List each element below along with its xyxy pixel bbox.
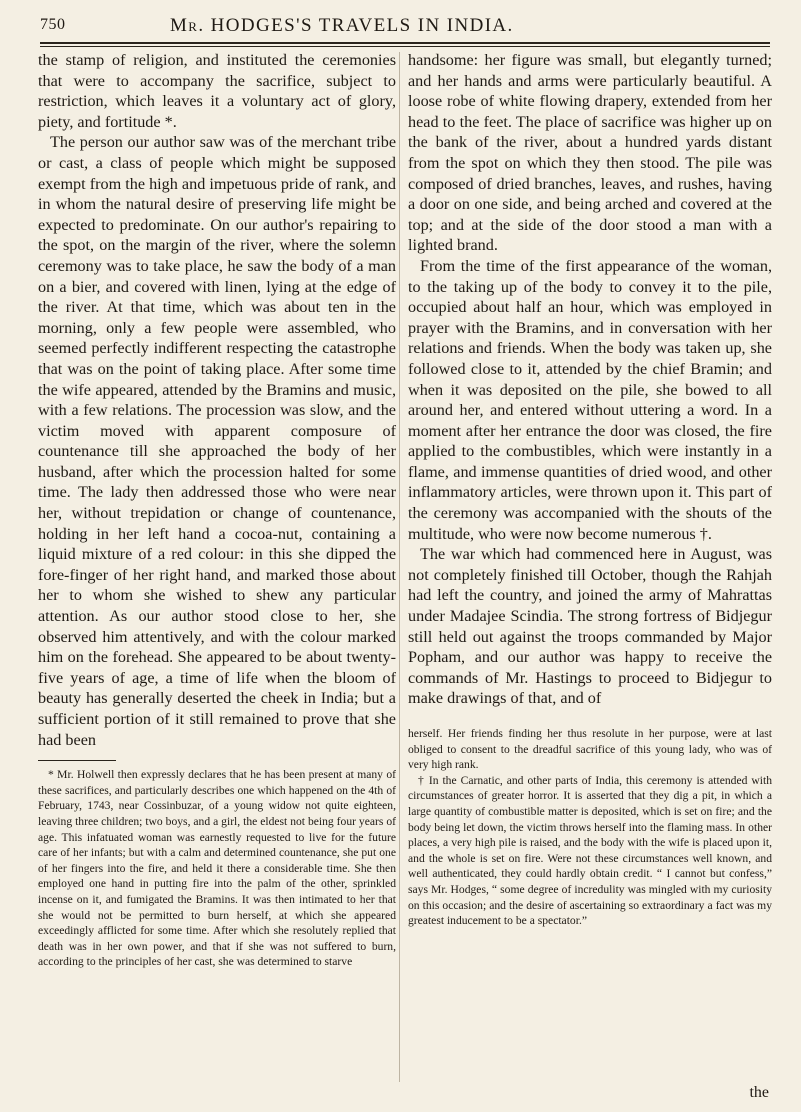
left-footnotes — [38, 767, 396, 970]
footnote: † In the Carnatic, and other parts of India, this ceremony is attended with circumstances of greater horror. It is asserted that they dig a pit, in which a large quantity of combustible matter is deposited, which is set on fire; and the body being let down, the victim throws herself into the flaming mass. In other places, a very high pile is raised, and the body with the wife is placed upon it, and the whole is set on fire. Were not these circumstances well known, and well authenticated, they could hardly obtain credit. “ I cannot but confess,” says Mr. Hodges, “ some degree of incredulity was mingled with my curiosity on this occasion; and the desire of ascertaining so extraordinary a fact was my greatest inducement to be a spectator.” — [408, 773, 772, 928]
column-divider — [399, 52, 400, 1082]
header-rule — [40, 42, 770, 47]
paragraph: The war which had commenced here in August, was not completely finished till October, though the Rahjah had left the country, and joined the army of Mahrattas under Madajee Scindia. The strong fortress of Bidjegur still held out against the troops commanded by Major Popham, and our author was happy to receive the commands of Mr. Hastings to proceed to Bidjegur to make drawings of that, and of — [408, 545, 772, 708]
left-column — [38, 50, 396, 970]
paragraph: From the time of the first appearance of the woman, to the taking up of the body to convey it to the pile, occupied about half an hour, which was employed in prayer with the Bramins, and in conversation with her relations and friends. When the body was taken up, she followed close to it, attended by the chief Bramin; and when it was deposited on the pile, she bowed to all around her, and entered without uttering a word. In a moment after her entrance the door was closed, the fire applied to the combustibles, which were instantly in a flame, and immense quantities of dried wood, and other inflammatory articles, were thrown upon it. This part of the ceremony was accompanied with the shouts of the multitude, who were now become numerous †. — [408, 256, 772, 543]
footnote: * Mr. Holwell then expressly declares that he has been present at many of these sacrifices, and particularly describes one which happened on the 4th of February, 1743, near Cossinbuzar, of a young widow not quite eighteen, leaving three children; two boys, and a girl, the eldest not being four years of age. This infatuated woman was earnestly requested to live for the future care of her infants; but with a calm and determined countenance, she put one of her fingers into the fire, and held it there a considerable time. She then employed one hand in putting fire into the palm of the other, sprinkled incense on it, and fumigated the Bramins. It was then intimated to her that she would not be permitted to burn herself, at which she appeared exceedingly afflicted for some time. After which she resolutely replied that death was in her own power, and that if she was not suffered to burn, according to the principles of her cast, she was determined to starve — [38, 768, 396, 969]
right-column — [408, 50, 772, 929]
right-footnotes — [408, 726, 772, 929]
page-number: 750 — [40, 16, 66, 33]
catchword: the — [749, 1084, 769, 1101]
paragraph: handsome: her figure was small, but elegantly turned; and her hands and arms were particularly beautiful. A loose robe of white flowing drapery, extended from her head to the feet. The place of sacrifice was higher up on the bank of the river, about a hundred yards distant from the spot on which they then stood. The pile was composed of dried branches, leaves, and rushes, having a door on one side, and being arched and covered at the top; and at the side of the door stood a man with a lighted brand. — [408, 51, 772, 255]
page-header — [40, 12, 772, 42]
paragraph: The person our author saw was of the merchant tribe or cast, a class of people which might be supposed exempt from the high and impetuous pride of rank, and in whom the natural desire of preserving life might be expected to predominate. On our author's repairing to the spot, on the margin of the river, where the solemn ceremony was to take place, he saw the body of a man on a bier, and covered with linen, lying at the edge of the river. At that time, which was about ten in the morning, only a few people were assembled, who seemed perfectly indifferent respecting the catastrophe that was on the point of taking place. After some time the wife appeared, attended by the Bramins and music, with a few relations. The procession was slow, and the victim moved with apparent composure of countenance till she approached the body of her husband, after which the procession halted for some time. The lady then addressed those who were near her, without trepidation or change of countenance, holding in her left hand a cocoa-nut, containing a liquid mixture of a red colour: in this she dipped the fore-finger of her right hand, and marked those about her to whom she wished to shew any particular attention. As our author stood close to her, she observed him attentively, and with the colour marked him on the forehead. She appeared to be about twenty-five years of age, a time of life when the bloom of beauty has generally deserted the cheek in India; but a sufficient portion of it still remained to prove that she had been — [38, 133, 396, 749]
footnote-rule — [38, 760, 116, 761]
right-body-text — [408, 50, 772, 709]
left-body-text — [38, 50, 396, 750]
running-title: Mr. HODGES'S TRAVELS IN INDIA. — [170, 15, 514, 36]
footnote-continued: herself. Her friends finding her thus resolute in her purpose, were at last obliged to consent to the dreadful sacrifice of this young lady, who was of very high rank. — [408, 727, 772, 772]
paragraph: the stamp of religion, and instituted the ceremonies that were to accompany the sacrifice, subject to restriction, which leaves it a voluntary act of glory, piety, and fortitude *. — [38, 51, 396, 131]
